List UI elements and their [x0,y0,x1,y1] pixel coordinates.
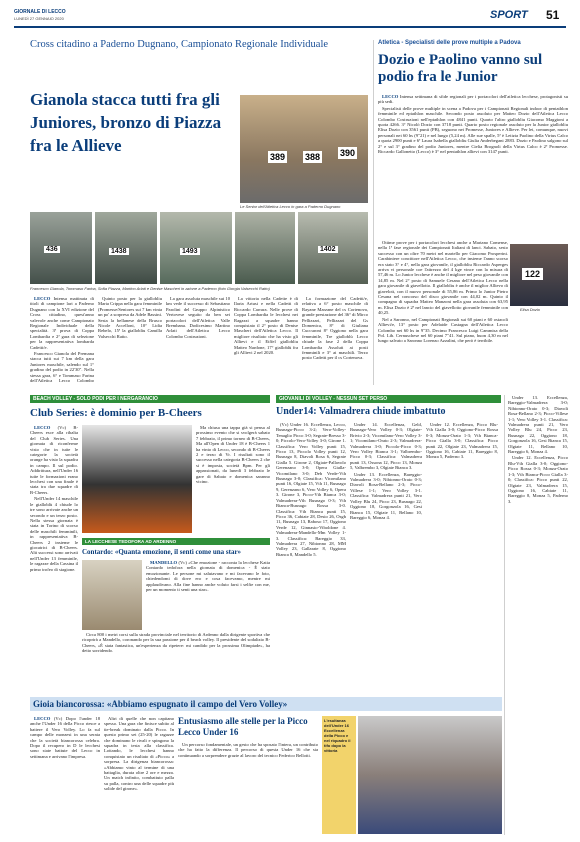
paragraph: La vittoria nella Cadette è di Ilaria Artusi e nella Cadetti di Riccardo Carrara. Nelle prove di Coppa Lombardia le lecchesi nei Ragazzi a squadre hanno conquistato il 2° posto di Denise Mascheri dell'Atletica Lecco. Il migliore risultato che ha visto gli Allievi e il Eiffel giallobliu Matteo Nardone, 17° gialloblù fra gli Allievi 2 nel 2020. [234,296,298,356]
story5-body-col1 [276,422,346,692]
paragraph: (Vc) Under 16. Eccellenza, Lecco, Busnago-Picco 3-2; Vero-Volley-Tenaglio Picco 3-0; Segrate-Bresso 3-0; Piccolo-Vero-Volley 3-0; Girone 1. Classifica: Vero Volley punti 15, Picco 13, Piccolo Volley punti 12, Busnago 8, Diavoli Rosa 6, Segrate Gialla 5. Girone 2, Olgiate-Pallavolo Gerenzano 3-0; Opera Gialla-Vicomilano 3-0; Deb Verde-Vth Busnago 3-0; Classifica: Vicomilano punti 16, Olgiate 15, Vth 11, Busnago 9, Gerenzano 6, Vero Volley 6, Opera 3. Girone 3, Picco-Vth Bianca 3-0; Valmadrera-Vth Busnago 0-3; Vth Bianca-Busnago Rossa 3-0. Classifica: Vth Bianca punti 15, Picco 36, Cabiate 28, Desio 26, Osgb 11, Busnago 13, Raboso 17, Oggiono Verde 12, Ginnasio-Viboldone 4. Valmadrera-Mandello-Mm Volley 1-3. Classifica: Bareggio 33, Valmadrera 27, Nibionno 28, MM Volley 23, Gallarate 8, Oggiono Bianca 8, Mandello 5. [276,422,346,557]
story4-headline: Contardo: «Quanta emozione, il sentì come una star» [82,548,242,556]
story3-headline: Club Series: è dominio per B-Cheers [30,407,202,419]
masthead-bar [14,8,566,26]
paragraph: Francesco Gianola del Premana stacca tutti sui 7 km della gara Juniores maschile, salendo sul 1° gradino del podio in 22'30". Nella stessa gara, 6° e Tommaso Farina dell'Atletica Lecco Colombo [30,351,94,384]
paragraph: (Vc) Dopo l'under 18 anche l'Under 16 della Picco riesce a battere il Vero Volley. Lo fa sul campo delle monzesi in una serata che la società biancorossa celebra. Dopo il recupero in D le lecchesi sono state battute del Lecco in settimana e arrivano l'impresa. [30,716,100,759]
paragraph: La gara assoluta maschile sui 10 km vede il successo di Sebastiano Parolini del Gruppo Alpinistico Vertovese seguito da ben sei portacolori dell'Atletica Valle Brembana. Dodicesimo Martino Arlati dell'Atletica Lecco Colombo Costruzioni. [166,296,230,339]
story3-strip [30,395,270,403]
bib: 388 [305,152,321,162]
paragraph: Under 12. Eccellenza, Picco Blu-Vth Gialla 3-0; Oggiono-Picco Rossa 0-3; Monza-Orato 1-3; Vth Bianca-Picco Gialla 3-0; Classifica: Picco punti 22, Olgiate 23, Valmadrera 15, Oggiono 16, Cabiate 11, Bareggio 8, Monza 5, Paderno 3. [508,455,568,504]
story4-strip [82,538,270,545]
story2-caption: Elisa Dozio [520,307,541,312]
issue-date: LUNEDÌ 27 GENNAIO 2020 [14,16,64,21]
story1-body-col3 [166,296,230,384]
story6-body-col2 [104,716,174,836]
story5-headline: Under14: Valmadrera chiude imbattuto [276,406,446,417]
story4-body-col2 [82,632,270,686]
paragraph: (Vc) «Che emozione - racconta la lecchese Katia Contardo tedofora nella giornata di domenica - È stato emozionante. Le persone mi salutavano e mi facevano le foto, chiedendomi di dove ero e cosa facevamo, mentre mi applaudivano. Alla fine hanno anche voluto farsi i selfie con me, per un momento ti senti una star». [146,560,270,593]
paragraph: Circa 800 i metri corsi sulla strada provinciale nel territorio di Ardenno dalla dirigente sportiva che ricoprirà a Mandello, coronando per la sua passione per il beach volley. Il presidente del sodalizio B-Cheers, «È stata fantastica, un'esperienza da ripetere: mi candido per la prossima Olimpiade», ha detto sorridendo. [82,632,270,654]
paragraph: Specialisti delle prove multiple in scena a Padova per i Campionati Regionali indoor di pentathlon femminile ed eptathlon maschile. Secondo posto assoluto per Matteo Dozio dell'Atletica Lecco Colombo Costruzioni nell'eptathlon con 4841 punti. Quarto l'altro giallobliu Giacomo Maggioni a quota 4266. 3° Nicolò Dozio con 3718 punti. Quarto posto regionale assoluto per la Junior giallobliu Elisa Dozio con 3561 punti (PB), seguono nei Promesse, Juniores e Allieve. Per lei, comunque, nuovi personali nei 60 hs (9"21) e nel lungo (5,24 m). Alle sue spalle, 5ª è Letizia Paolino della Virtus Calco a quota 2900 punti e 6ª Laura Isabella giallobliu Giulia Anderbegani 2883. Dozio e Paolino salgono sul 2° e sul 3° gradino del podio Juniores, mentre Cielia Brognoli della Virtus Calco è 2ª Promesse. Riccardo Gallonetto (Lecco) è 3° nel pentathlon allievi con 3147 punti. [378,105,568,155]
story1-photo-top [240,95,368,203]
paragraph: Ma chiusa una tappa già si pensa al prossimo evento che si svolgerà sabato 7 febbraio, il primo torneo di B-Cheers, Ma all'Open di Under 18 è B-Cheers 1 ha vinto di Lecco, secondo di B-Cheers 2 e terzo di Vr. I risultati sono il successo nella categoria B-Cheers 2 che si è imposta, società Bpm. Per gli appassionati, da lunedì 3 febbraio le gare di Sabato e domenica saranno vicino. [196,425,270,485]
story6-body-col3 [178,742,318,836]
story2-body-top [378,94,568,240]
dateline: LECCO [382,94,399,99]
paragraph: (Vc) B-Cheers esce alla ribalta del Club Series. Una giornata di riconferme visto che in tutte le categorie la società orange ha visto la squadra in campo. Il sul podio. Addirittura, nell'Under 16 tutte le formazioni erano lecchesi con una finale è stata tra due squadre di B-Cheers. [30,425,78,495]
section-label: SPORT [490,9,528,21]
column-divider [373,40,374,385]
bib: 436 [46,246,58,253]
story3-kicker: BEACH VOLLEY - SOLO PODI PER I NERGARANCIO [33,396,158,402]
story5-body-col2 [350,422,422,692]
paragraph: Intensa mattinata di titoli di campione lari a Paderno Dugnano con la XVI edizione del Cross cittadino, quest'anno valevole anche come Campionato Regionale Individuale della specialità. 3ª prova di Coppa Lombardia e 2ª gara di selezione per la rappresentativa lombarda Cadetti/e. [30,296,94,350]
story2-body-left [378,240,508,384]
story6-headline: Entusiasmo alle stelle per la Picco Lecco Under 16 [178,716,308,737]
page-number: 51 [546,8,560,22]
paragraph: Intensa settimana di sfide regionali per i portacolori dell'atletica lecchese, protagonisti su più sedi. [378,94,568,105]
story1-photo-1 [30,212,92,284]
story3-body-col1 [30,425,78,691]
bib: 1438 [111,248,127,255]
paper-name: GIORNALE DI LECCO [14,9,66,15]
paragraph: Under 13. Eccellenza, Bareggio-Valmadrera 3-0; Nibionno-Orato 0-3; Diavoli Rosa-Bellano 2-3; Picco-Villese 1-1; Vero Volley 3-1. Classifica: Valmadrera punti 21, Vero Volley Blu 24, Picco 23, Busnago 22, Oggiono 18, Gorgonzola 16, Gesi Bianca 15, Olgiate 11, Bellano 10, Bareggio 6, Monza 4. [508,395,568,455]
bib: 122 [522,268,543,280]
story1-kicker: Cross citadino a Paderno Dugnano, Campionato Regionale Individuale [30,39,329,50]
header-rule [14,26,566,28]
bib: 390 [340,148,356,158]
story1-body-col4 [234,296,298,384]
bib: 1493 [182,248,198,255]
paragraph: Under 12. Eccellenza, Picco Blu-Vth Gialla 3-0; Oggiono-Picco Rossa 0-3; Monza-Orato 1-3; Vth Bianca-Picco Gialla 3-0; Classifica: Picco punti 22, Olgiate 23, Valmadrera 15, Oggiono 16, Cabiate 11, Bareggio 8, Monza 5, Paderno 3. [426,422,498,460]
paragraph: Un percorso fondamentale, un gesto che ha sposato l'intera, un contributo che ha fatto la differenza. Il percorso di questa Under 16 che sta continuando a sorprendere grazie al lavoro del tecnico Federico Bellotti. [178,742,318,758]
story3-photo [82,425,192,533]
story1-body-col1 [30,296,94,384]
story1-photo-2 [95,212,157,284]
story1-photo-5 [298,212,368,284]
story6-caption: L'esultanza dell'Under 16 Eccellenza della Picco e nel riquadro il tifo dopo la vittoria [324,718,351,753]
story6-kicker: Gioia biancorossa: «Abbiamo espugnato il campo del Vero Volley» [33,699,288,709]
paragraph: Under 13. Eccellenza, Bareggio-Valmadrera 3-0; Nibionno-Orato 0-3; Diavoli Rosa-Bellano 2-3; Picco-Villese 1-1; Vero Volley 3-1. Classifica: Valmadrera punti 21, Vero Volley Blu 24, Picco 23, Busnago 22, Oggiono 18, Gorgonzola 16, Gesi Bianca 15, Olgiate 11, Bellano 10, Bareggio 6, Monza 4. [350,471,422,520]
story2-headline: Dozio e Paolino vanno sul podio fra le Junior [378,52,543,85]
story1-headline: Gianola stacca tutti fra gli Juniores, bronzo di Piazza fra le Allieve [30,90,222,155]
story2-photo [510,244,568,306]
story6-photo [358,716,502,834]
story1-body-col2 [98,296,162,384]
story3-body-col2 [196,425,270,535]
paragraph: La formazione del Cadetti/e, relativa a 6° posto maschile di Rayane Marzane del cs Cortenova, grande prestazione del 36° di Mirco Pellizzari, Pellizzari del Gs Domenica, 8° di Giuliana Cuccuroni 8° Oggiono nella gara femminile, Tre gialloblù Lecco chiude la fase 2 della Coppa Lombardia Assoluti ai posti femminili e 3° ai maschili. Terzo posto Cadetti per il cs Cortenova. [302,296,368,361]
story5-body-col4 [508,395,568,835]
story1-photo-4 [235,212,295,284]
story6-body-col1 [30,716,100,836]
story5-strip [276,395,501,403]
story5-kicker: GIOVANILI DI VOLLEY - NESSUN SET PERSO [279,396,388,402]
story1-caption-bottom: Francesco Gianola, Tommaso Farina, Sofia Piazza, Martino Arlati e Denise Mascheri in azione a Paderno (foto Giorgia Valsecchi Ratto) [30,286,270,291]
story1-body-col5 [302,296,368,384]
dateline: LECCO [34,716,51,721]
story1-caption-top: Le Senior dell'Atletica Lecco in gara a Paderno Dugnano [240,204,341,209]
paragraph: Under 14. Eccellenza, Geld, Busnago-Vero Volley 0-3; Olgiate-Brivio 2-3; Vicomilano-Vero Volley 3-1; Vicomilano-Orato 2-3; Valmadrera-Valmadrera 3-0; Piccolo-Picco 0-3; Vero Volley Bianca 3-1; Valbrembo-Picco 0-3; Classifica: Valmadrera punti 13, Ossona 12, Picco 13, Monza 5, Valbrembo 3, Olgiate Bianca 3. [350,422,422,471]
paragraph: Nell'Under 14 maschile le gialloblù 4 chiude lo tre sono arrivate anche un secondo e un terzo posto. Nella stessa giornata è stata in Torino di scorso delle maschili femminili, in rappresentativa B-Cheers 2 insieme le giocatrici di B-Cheers. Alti successi sono arrivati nell'Under 13 femminile, le ragazze della Cassina il primo trofeo di stagione. [30,496,78,572]
story5-body-col3 [426,422,498,692]
story4-kicker: LA LECCHESE TEDOFORA AD ARDENNO [85,539,177,544]
column-divider [504,395,505,835]
story6-caption-box [322,716,356,834]
bib: 389 [270,152,286,162]
dateline: LECCO [34,425,51,430]
story4-photo [82,560,142,630]
story2-kicker: Atletica - Specialisti delle prove multiple a Padova [378,40,521,46]
paragraph: Ottime prove per i portacolori lecchesi anche a Mariano Comense, nella 1ª fase regionale dei Campionati Italiani di lanci. Sabato, sesto successo con un oltre 70 metri nel martello per Giacomo Prosperini. Carabiniere concittore nell'Atletica Lecco, che insieme l'anno scorso era stato 3° e 4°, nella gara giovanile, il giallobliu Riccardo Asperges arriva vi personale coe l'attrezzo del 4 kge vince con la misura di 57,46 m. Lo Junior lecchese è anche il migliore nel peso giovanile con 14,85 m. Nel 2° posto di Samuele Cesana dell'Atletica Lecco nella gara giovanile di giavellotto. Il giallobliu è anche il miglior Allievo di giavelott, con il nuovo personale di 55,86 m. Primo lo Junior Pietro Cesana nel concorso del disco giovanile con 44,02 m. Quinto il compagno di squadra Matteo Manzoni nella gara assoluta con 63,95 m. Elisa Dozio è 2ª nel lancio del giavellotto giovanile femminile con 40,25. [378,240,508,316]
dateline: MANDELLO [150,560,178,565]
story1-photo-3 [160,212,232,284]
story4-body-col1 [146,560,270,630]
paragraph: Quinto posto per la giallobliu Marta Crippa nella gara femminile (Promesse/Seniores sui 7 km vinta un po' a sorpresa da Adele Bassini. Sesta la bellanese della Brusco Nicole Accelloni, 10ª Lidia Rebelo, 15ª la giallobliu Camilla Valsecchi Ratto. [98,296,162,339]
dateline: LECCO [34,296,51,301]
paragraph: Altri di quelle che non capitano spesso. Una gara che finisce subito al tie-break dominato dalla Picco. In questo primo set (25-20) le ragazze che dominano le rivali e spingono la squadra in testa alla classifica. Lottando, le lecchesi hanno conquistato un risultato di «Picco» a sorpresa. La dirigenza biancorossa: «Abbiamo vinto al termine di una battaglia, durata oltre 2 ore e mezza. Un match infinito, combattuto palla su palla, contro una delle squadre più solide del girone». [104,716,174,792]
bib: 1402 [320,246,336,253]
paragraph: Nel a Saronno, nel Campionati Regionali sui 60 piani e 60 ostacoli Allievi/e, 13° posto per Adelaide Castagna dell'Atletica Lecco Colombo nei 60 hs in 9"35. Decimo Francesco Luigi Cammisa della Pol. Lib. Cernuschese nel 60 piani 7"41. Sul piano, buon 4,30 m nel lungo salvato a Saronno Lorenzo Azzalini, che però è terribile. [378,316,508,344]
